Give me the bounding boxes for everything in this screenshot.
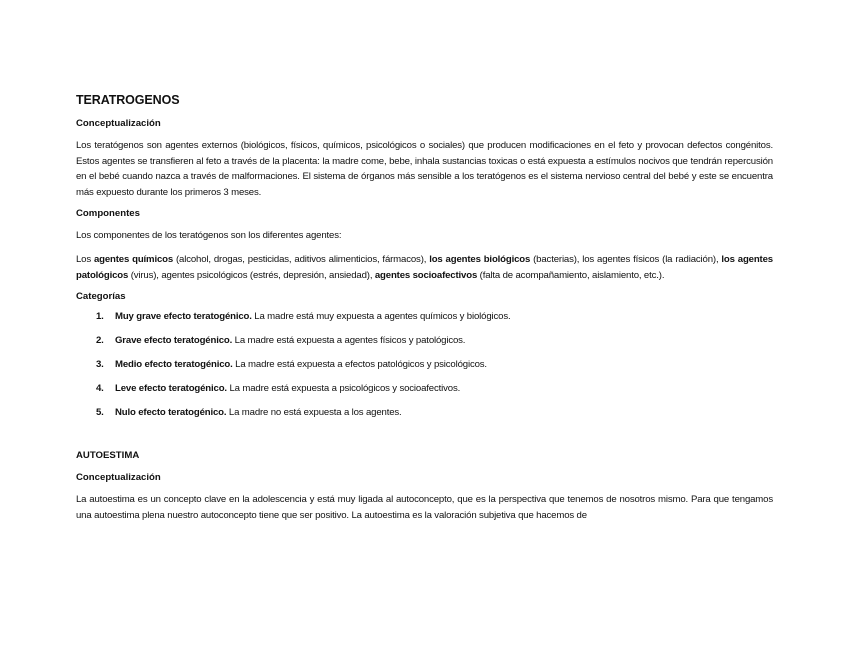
list-item-lead: Grave efecto teratogénico.	[115, 335, 233, 347]
list-item-text	[115, 359, 487, 371]
list-number: 5.	[96, 407, 104, 419]
text-run: (virus), agentes psicológicos (estrés, depresión, ansiedad),	[128, 269, 375, 281]
list-item-text	[115, 383, 460, 395]
list-item-text	[115, 407, 402, 419]
text-run: (alcohol, drogas, pesticidas, aditivos alimenticios, fármacos),	[173, 253, 430, 265]
list-item-lead: Leve efecto teratogénico.	[115, 383, 227, 395]
list-item	[96, 335, 773, 347]
bold-agentes-quimicos: agentes químicos	[93, 253, 174, 265]
categories-list	[76, 311, 773, 419]
list-item-text	[115, 311, 511, 323]
text-run: (bacterias), los agentes físicos (la radiación),	[530, 253, 722, 265]
list-item-lead: Medio efecto teratogénico.	[115, 359, 233, 371]
list-item-body: La madre está expuesta a agentes físicos y patológicos.	[232, 335, 466, 347]
paragraph-autoestima: La autoestima es un concepto clave en la adolescencia y está muy ligada al autoconcepto, que es la perspectiva que tenemos de nosotros mismo. Para que tengamos una autoestima plena nuestro autoconcepto tiene que ser positivo. La autoestima es la valoración subjetiva que hacemos de	[76, 494, 773, 521]
list-number: 1.	[96, 311, 104, 323]
text-run: Los	[76, 253, 94, 265]
heading-conceptualizacion-autoestima: Conceptualización	[76, 472, 161, 484]
heading-componentes: Componentes	[76, 208, 140, 220]
paragraph-conceptualizacion: Los teratógenos son agentes externos (biológicos, físicos, químicos, psicológicos o sociales) que producen modificaciones en el feto y provocan defectos congénitos. Estos agentes se transfieren al feto a través de la placenta: la madre come, bebe, inhala sustancias toxicas o está expuesta a estímulos nocivos que tendrán repercusión en el bebé cuando nazca a través de malformaciones. El sistema de órganos más sensible a los teratógenos es el sistema nervioso central del bebé y este se encuentra más expuesto durante los primeros 3 meses.	[76, 140, 773, 198]
list-item-body: La madre está muy expuesta a agentes químicos y biológicos.	[251, 311, 511, 323]
paragraph-componentes-intro: Los componentes de los teratógenos son los diferentes agentes:	[76, 230, 342, 242]
paragraph-componentes-detail	[76, 252, 773, 283]
bold-agentes-socioafectivos: agentes socioafectivos	[374, 269, 478, 281]
list-number: 3.	[96, 359, 104, 371]
bold-agentes-patologicos: los agentes patológicos	[76, 253, 773, 281]
section-title-autoestima: AUTOESTIMA	[76, 450, 140, 462]
heading-categorias: Categorías	[76, 291, 126, 303]
list-item	[96, 383, 773, 395]
list-item-body: La madre no está expuesta a los agentes.	[226, 407, 402, 419]
list-item-body: La madre está expuesta a efectos patológicos y psicológicos.	[232, 359, 487, 371]
text-run: (falta de acompañamiento, aislamiento, etc.).	[477, 269, 665, 281]
list-item	[96, 407, 773, 419]
list-item	[96, 311, 773, 323]
list-item-body: La madre está expuesta a psicológicos y socioafectivos.	[226, 383, 461, 395]
list-item	[96, 359, 773, 371]
bold-agentes-biologicos: los agentes biológicos	[429, 253, 531, 265]
heading-conceptualizacion: Conceptualización	[76, 118, 161, 129]
list-item-lead: Muy grave efecto teratogénico.	[115, 311, 252, 323]
list-item-lead: Nulo efecto teratogénico.	[115, 407, 227, 419]
document-content	[76, 92, 773, 531]
list-number: 2.	[96, 335, 104, 347]
list-number: 4.	[96, 383, 104, 395]
section-gap	[76, 431, 773, 450]
list-item-text	[115, 335, 465, 347]
section-title-teratogenos: TERATROGENOS	[76, 93, 180, 107]
